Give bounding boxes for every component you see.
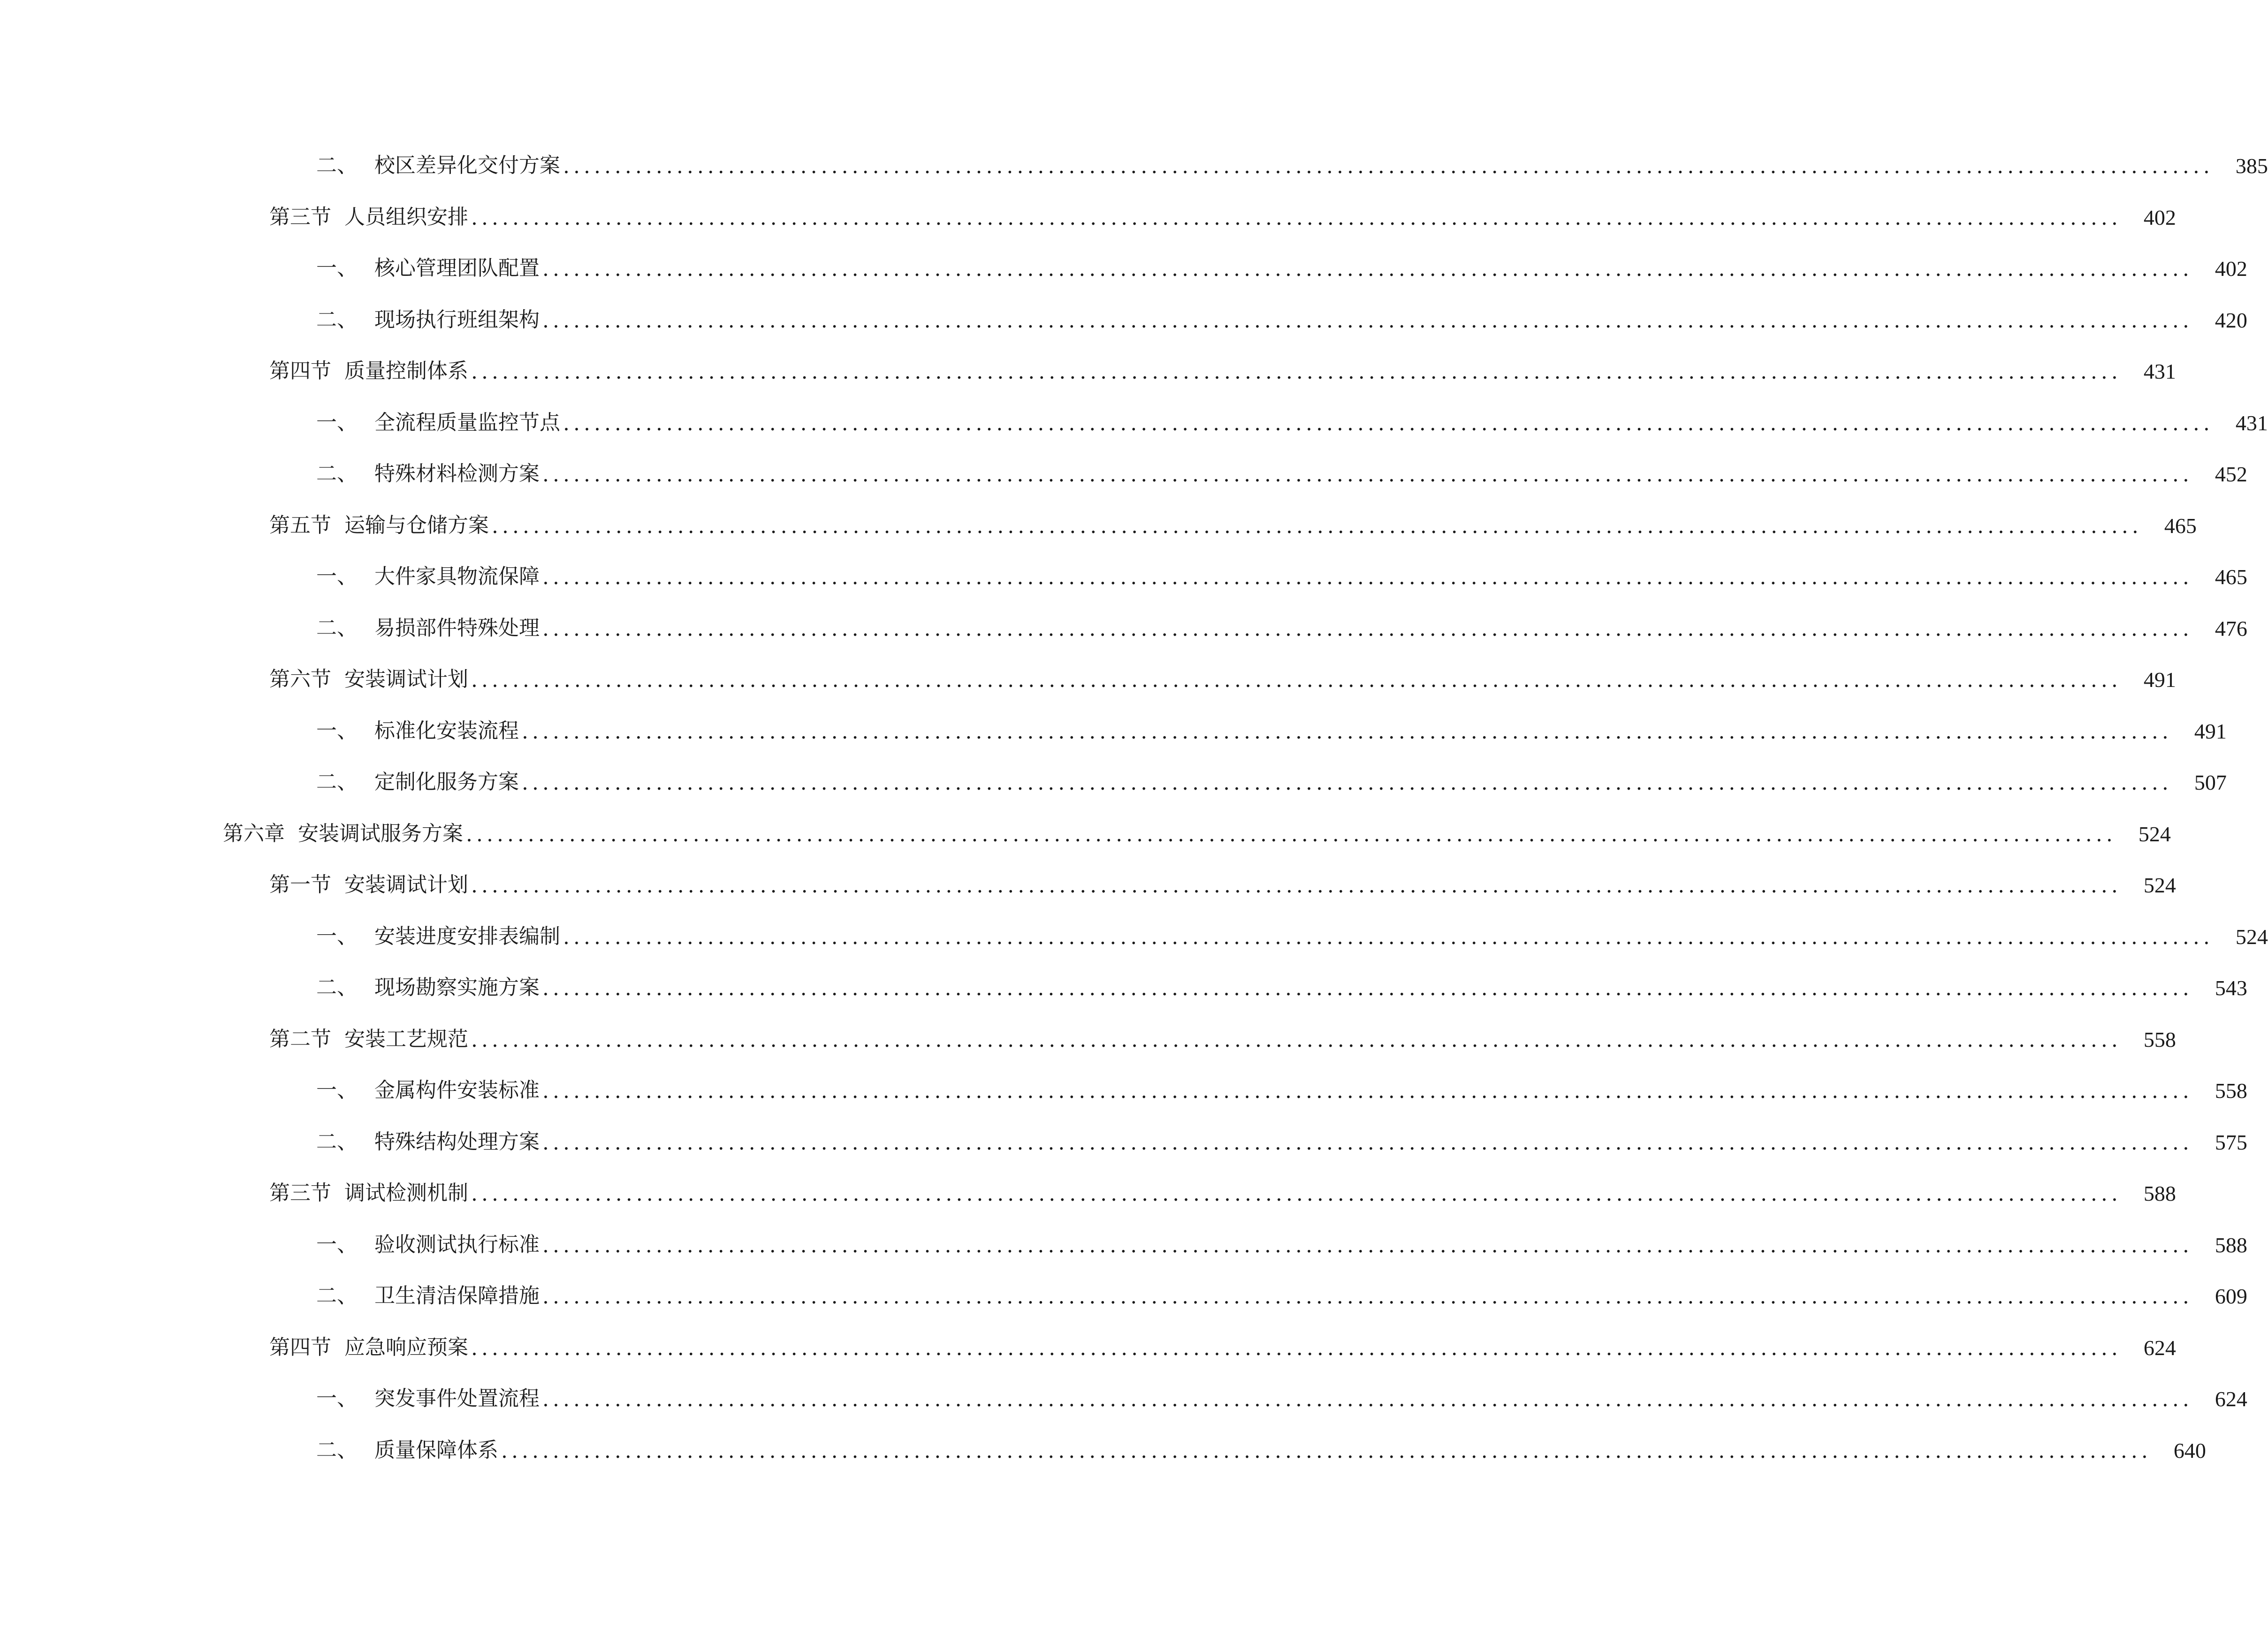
toc-entry[interactable] [0,202,2176,230]
toc-entry-number: 二、 [316,462,358,486]
toc-entry-title: 卫生清洁保障措施 [374,1284,540,1308]
toc-entry-title: 标准化安装流程 [374,718,519,743]
dot-leader: ................................................................................................................................................................ [542,463,2193,487]
toc-entry-page-number: 476 [2215,616,2247,640]
toc-entry-page-number: 465 [2164,513,2197,538]
toc-entry-number: 第四节 [269,1335,331,1359]
toc-entry-page-number: 385 [2235,154,2268,178]
toc-entry-number: 二、 [316,975,358,999]
toc-entry-page-number: 588 [2215,1233,2247,1257]
dot-leader: ................................................................................................................................................................ [542,617,2193,641]
toc-entry[interactable] [0,1075,2247,1103]
toc-entry-page-number: 575 [2215,1130,2247,1154]
toc-entry-number: 第一节 [269,873,331,897]
toc-entry-number: 第五节 [269,513,331,537]
toc-entry-title: 全流程质量监控节点 [374,410,560,434]
dot-leader: ................................................................................................................................................................ [466,822,2116,846]
dot-leader: ................................................................................................................................................................ [471,206,2122,230]
dot-leader: ................................................................................................................................................................ [563,411,2214,435]
toc-entry[interactable] [0,1280,2247,1309]
toc-entry[interactable] [0,972,2247,1000]
dot-leader: ................................................................................................................................................................ [492,514,2142,538]
toc-entry-page-number: 558 [2215,1079,2247,1103]
toc-entry-page-number: 465 [2215,565,2247,589]
dot-leader: ................................................................................................................................................................ [471,668,2122,692]
toc-entry-page-number: 588 [2143,1181,2176,1205]
toc-entry-number: 一、 [316,1232,358,1257]
dot-leader: ................................................................................................................................................................ [542,257,2193,281]
toc-entry[interactable] [0,1178,2176,1206]
toc-entry-title: 特殊材料检测方案 [374,462,540,486]
toc-entry[interactable] [0,253,2247,281]
toc-entry-number: 二、 [316,1284,358,1308]
toc-entry-number: 一、 [316,1387,358,1410]
toc-entry-page-number: 431 [2143,359,2176,383]
toc-entry[interactable] [0,407,2268,435]
toc-entry-number: 第三节 [269,205,331,229]
toc-entry-title: 现场执行班组架构 [374,307,540,332]
toc-entry-title: 验收测试执行标准 [374,1232,540,1257]
toc-entry-title: 安装调试计划 [344,873,468,897]
dot-leader: ................................................................................................................................................................ [522,719,2172,744]
toc-entry[interactable] [0,1127,2247,1155]
toc-entry-number: 第六章 [223,821,285,846]
dot-leader: ................................................................................................................................................................ [542,976,2193,1000]
toc-entry-title: 校区差异化交付方案 [374,153,560,177]
toc-entry-page-number: 624 [2143,1335,2176,1360]
toc-entry[interactable] [0,356,2176,384]
toc-entry[interactable] [0,1383,2247,1411]
toc-entry-page-number: 491 [2194,719,2227,743]
toc-entry[interactable] [0,869,2176,898]
toc-entry-page-number: 558 [2143,1027,2176,1052]
toc-entry-title: 金属构件安装标准 [374,1078,540,1102]
toc-entry-page-number: 431 [2235,411,2268,435]
toc-entry-number: 一、 [316,256,358,280]
dot-leader: ................................................................................................................................................................ [542,1079,2193,1103]
toc-entry-title: 定制化服务方案 [374,770,519,794]
dot-leader: ................................................................................................................................................................ [542,1387,2193,1411]
toc-entry-title: 质量控制体系 [344,359,468,383]
toc-entry-title: 安装进度安排表编制 [374,924,560,948]
toc-entry[interactable] [0,510,2197,538]
toc-entry-number: 一、 [316,410,358,434]
toc-entry-number: 一、 [316,718,358,743]
toc-entry-page-number: 609 [2215,1284,2247,1308]
dot-leader: ................................................................................................................................................................ [563,154,2214,178]
toc-entry-number: 第二节 [269,1027,331,1051]
toc-entry-title: 现场勘察实施方案 [374,975,540,999]
toc-entry-page-number: 420 [2215,308,2247,332]
toc-entry-page-number: 524 [2143,873,2176,897]
toc-entry-title: 应急响应预案 [344,1335,468,1359]
toc-entry-number: 一、 [316,1078,358,1102]
toc-entry[interactable] [0,818,2171,846]
toc-entry-page-number: 624 [2215,1387,2247,1411]
dot-leader: ................................................................................................................................................................ [471,360,2122,384]
dot-leader: ................................................................................................................................................................ [501,1439,2152,1463]
toc-entry-page-number: 543 [2215,976,2247,1000]
toc-entry-page-number: 402 [2143,205,2176,229]
toc-entry-page-number: 507 [2194,770,2227,794]
toc-entry[interactable] [0,716,2227,744]
toc-entry-number: 第六节 [269,667,331,691]
dot-leader: ................................................................................................................................................................ [542,308,2193,333]
toc-entry-title: 人员组织安排 [344,205,468,229]
toc-entry-title: 安装调试计划 [344,667,468,691]
toc-entry-page-number: 402 [2215,257,2247,281]
dot-leader: ................................................................................................................................................................ [471,1028,2122,1052]
toc-entry-number: 第四节 [269,359,331,383]
toc-entry-title: 质量保障体系 [374,1438,498,1462]
toc-entry[interactable] [0,767,2227,795]
toc-entry-title: 易损部件特殊处理 [374,616,540,640]
dot-leader: ................................................................................................................................................................ [471,1336,2122,1360]
toc-entry-page-number: 524 [2138,822,2171,846]
dot-leader: ................................................................................................................................................................ [471,1182,2122,1206]
toc-entry-page-number: 452 [2215,462,2247,486]
toc-entry[interactable] [0,561,2247,589]
toc-entry-page-number: 640 [2173,1438,2206,1463]
toc-entry[interactable] [0,305,2247,333]
toc-entry-number: 一、 [316,924,358,948]
toc-entry[interactable] [0,1332,2176,1360]
toc-entry-title: 运输与仓储方案 [344,513,489,537]
dot-leader: ................................................................................................................................................................ [542,1130,2193,1155]
toc-entry-title: 调试检测机制 [344,1181,468,1205]
toc-entry-number: 一、 [316,564,358,588]
toc-entry-number: 二、 [316,153,358,177]
toc-entry-page-number: 491 [2143,668,2176,692]
dot-leader: ................................................................................................................................................................ [522,771,2172,795]
toc-entry-number: 二、 [316,770,358,794]
toc-entry-number: 二、 [316,1438,358,1462]
dot-leader: ................................................................................................................................................................ [563,925,2214,949]
toc-entry-title: 突发事件处置流程 [374,1387,540,1410]
dot-leader: ................................................................................................................................................................ [542,1285,2193,1309]
toc-entry-number: 二、 [316,1129,358,1154]
toc-entry-number: 二、 [316,616,358,640]
toc-entry-title: 核心管理团队配置 [374,256,540,280]
toc-entry[interactable] [0,1435,2206,1463]
toc-entry-page-number: 524 [2235,924,2268,949]
toc-entry[interactable] [0,1229,2247,1257]
toc-entry-title: 大件家具物流保障 [374,564,540,588]
dot-leader: ................................................................................................................................................................ [471,874,2122,898]
toc-entry-number: 第三节 [269,1181,331,1205]
dot-leader: ................................................................................................................................................................ [542,565,2193,589]
toc-entry[interactable] [0,613,2247,641]
dot-leader: ................................................................................................................................................................ [542,1233,2193,1257]
toc-entry-title: 安装调试服务方案 [298,821,463,846]
toc-entry[interactable] [0,664,2176,692]
toc-entry[interactable] [0,150,2268,178]
toc-entry-title: 安装工艺规范 [344,1027,468,1051]
toc-entry[interactable] [0,1024,2176,1052]
toc-entry[interactable] [0,921,2268,949]
toc-entry[interactable] [0,458,2247,487]
toc-entry-number: 二、 [316,307,358,332]
toc-entry-title: 特殊结构处理方案 [374,1129,540,1154]
